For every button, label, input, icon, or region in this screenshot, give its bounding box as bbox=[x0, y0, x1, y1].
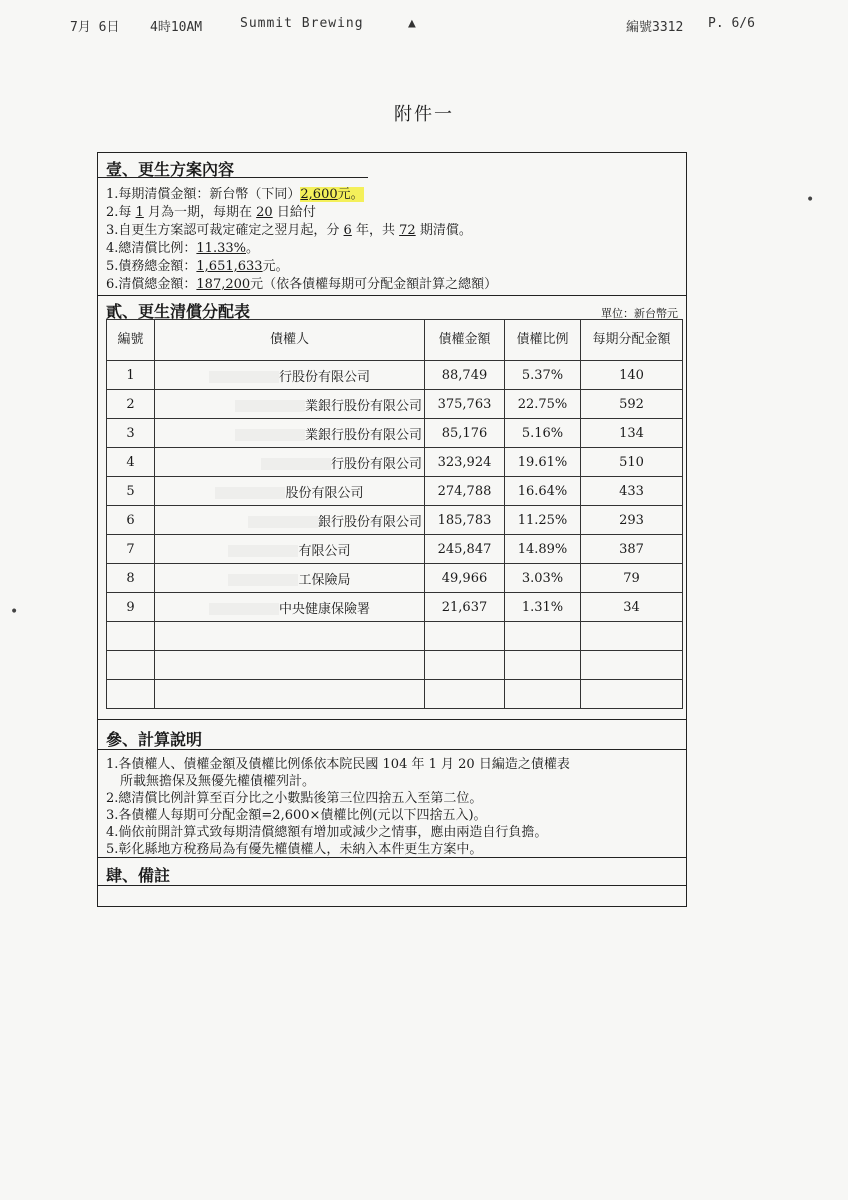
fax-time: 4時10AM bbox=[150, 20, 203, 35]
section1-heading: 壹、更生方案內容 bbox=[106, 160, 235, 179]
col-header-creditor: 債權人 bbox=[155, 320, 425, 361]
table-row-empty bbox=[107, 680, 683, 709]
fax-number: 編號3312 bbox=[626, 20, 684, 35]
fax-sender: Summit Brewing bbox=[240, 16, 364, 31]
section4-heading: 肆、備註 bbox=[106, 866, 171, 885]
triangle-icon: ▲ bbox=[408, 16, 416, 31]
page-title: 附件一 bbox=[394, 104, 454, 125]
redacted-block bbox=[209, 371, 279, 383]
scan-dot-icon: • bbox=[806, 192, 815, 208]
section-divider bbox=[98, 719, 686, 720]
col-header-per-period: 每期分配金額 bbox=[581, 320, 683, 361]
plan-line-6: 6.清償總金額：187,200元（依各債權每期可分配金額計算之總額） bbox=[106, 277, 498, 292]
fax-date: 7月 6日 bbox=[70, 20, 120, 35]
table-header-row bbox=[107, 320, 683, 361]
unit-note: 單位：新台幣元 bbox=[601, 307, 678, 320]
creditor-cell: 業銀行股份有限公司 bbox=[155, 419, 425, 448]
plan-line-4: 4.總清償比例：11.33%。 bbox=[106, 241, 259, 256]
note-4: 4.倘依前開計算式致每期清償總額有增加或減少之情事，應由兩造自行負擔。 bbox=[106, 825, 548, 840]
plan-line-5: 5.債務總金額：1,651,633元。 bbox=[106, 259, 289, 274]
section-divider bbox=[98, 295, 686, 296]
creditor-cell: 銀行股份有限公司 bbox=[155, 506, 425, 535]
table-row: 7 有限公司 245,847 14.89% 387 bbox=[107, 535, 683, 564]
fax-page: P. 6/6 bbox=[708, 16, 755, 31]
table-row-empty bbox=[107, 651, 683, 680]
scan-dot-icon: • bbox=[10, 604, 19, 620]
table-row: 5 股份有限公司 274,788 16.64% 433 bbox=[107, 477, 683, 506]
creditor-cell: 股份有限公司 bbox=[155, 477, 425, 506]
redacted-block bbox=[228, 574, 298, 586]
redacted-block bbox=[215, 487, 285, 499]
note-3: 3.各債權人每期可分配金額=2,600×債權比例(元以下四捨五入)。 bbox=[106, 808, 487, 823]
redacted-block bbox=[235, 400, 305, 412]
attachment-document bbox=[97, 152, 687, 907]
redacted-block bbox=[248, 516, 318, 528]
distribution-table bbox=[106, 319, 683, 709]
creditor-cell: 有限公司 bbox=[155, 535, 425, 564]
table-row: 1 行股份有限公司 88,749 5.37% 140 bbox=[107, 361, 683, 390]
redacted-block bbox=[209, 603, 279, 615]
creditor-cell: 行股份有限公司 bbox=[155, 361, 425, 390]
note-2: 2.總清償比例計算至百分比之小數點後第三位四捨五入至第二位。 bbox=[106, 791, 483, 806]
note-5: 5.彰化縣地方稅務局為有優先權債權人，未納入本件更生方案中。 bbox=[106, 842, 483, 857]
col-header-amount: 債權金額 bbox=[425, 320, 505, 361]
fax-header bbox=[0, 16, 848, 38]
creditor-cell: 行股份有限公司 bbox=[155, 448, 425, 477]
section3-heading: 參、計算說明 bbox=[106, 730, 203, 749]
section3-rule bbox=[98, 749, 686, 750]
col-header-no: 編號 bbox=[107, 320, 155, 361]
table-row: 9 中央健康保險署 21,637 1.31% 34 bbox=[107, 593, 683, 622]
note-1b: 所載無擔保及無優先權債權列計。 bbox=[120, 774, 316, 789]
table-row: 2 業銀行股份有限公司 375,763 22.75% 592 bbox=[107, 390, 683, 419]
redacted-block bbox=[235, 429, 305, 441]
table-row: 3 業銀行股份有限公司 85,176 5.16% 134 bbox=[107, 419, 683, 448]
redacted-block bbox=[261, 458, 331, 470]
note-1a: 1.各債權人、債權金額及債權比例係依本院民國 104 年 1 月 20 日編造之債權表 bbox=[106, 757, 570, 772]
col-header-ratio: 債權比例 bbox=[505, 320, 581, 361]
section1-rule bbox=[98, 177, 368, 178]
section4-rule bbox=[98, 885, 686, 886]
creditor-cell: 工保險局 bbox=[155, 564, 425, 593]
table-row: 8 工保險局 49,966 3.03% 79 bbox=[107, 564, 683, 593]
table-row-empty bbox=[107, 622, 683, 651]
plan-line-1: 1.每期清償金額：新台幣（下同）2,600元。 bbox=[106, 187, 364, 202]
table-row: 4 行股份有限公司 323,924 19.61% 510 bbox=[107, 448, 683, 477]
plan-line-2: 2.每 1 月為一期，每期在 20 日給付 bbox=[106, 205, 316, 220]
creditor-cell: 中央健康保險署 bbox=[155, 593, 425, 622]
section2-heading: 貳、更生清償分配表 bbox=[106, 302, 251, 321]
installment-amount: 2,600 bbox=[300, 187, 338, 202]
section-divider bbox=[98, 857, 686, 858]
table-row: 6 銀行股份有限公司 185,783 11.25% 293 bbox=[107, 506, 683, 535]
plan-line-3: 3.自更生方案認可裁定確定之翌月起，分 6 年，共 72 期清償。 bbox=[106, 223, 472, 238]
redacted-block bbox=[228, 545, 298, 557]
creditor-cell: 業銀行股份有限公司 bbox=[155, 390, 425, 419]
